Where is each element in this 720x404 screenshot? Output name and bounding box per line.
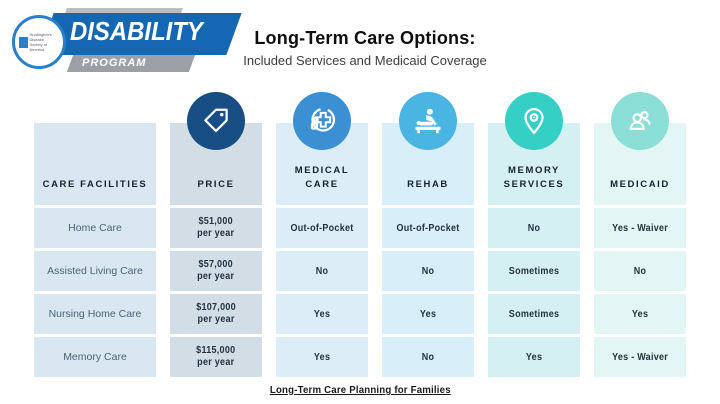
rehab-cell: No <box>382 337 474 377</box>
footer-link[interactable]: Long-Term Care Planning for Families <box>269 384 451 396</box>
medical-care-cell: Yes <box>276 294 368 334</box>
org-name-line2: Society of America <box>29 42 48 53</box>
medical-care-cell: Out-of-Pocket <box>276 208 368 248</box>
page-heading <box>190 28 540 68</box>
medicaid-cell: Yes - Waiver <box>594 208 686 248</box>
memory-services-cell: Yes <box>488 337 580 377</box>
rehab-therapy-icon <box>399 92 457 150</box>
medical-care-cell: Yes <box>276 337 368 377</box>
logo-subtitle: PROGRAM <box>82 57 147 69</box>
price-tag-icon <box>187 92 245 150</box>
rehab-cell: Out-of-Pocket <box>382 208 474 248</box>
price-cell: $57,000 per year <box>170 251 262 291</box>
location-pin-icon <box>505 92 563 150</box>
memory-services-cell: No <box>488 208 580 248</box>
medicaid-cell: Yes - Waiver <box>594 337 686 377</box>
column-header-medicaid: MEDICAID <box>594 123 686 205</box>
price-cell: $51,000 per year <box>170 208 262 248</box>
rehab-cell: No <box>382 251 474 291</box>
logo-title: DISABILITY <box>70 16 203 46</box>
price-cell: $107,000 per year <box>170 294 262 334</box>
column-header-price: PRICE <box>170 123 262 205</box>
facility-cell: Home Care <box>34 208 156 248</box>
medicaid-cell: No <box>594 251 686 291</box>
facility-cell: Nursing Home Care <box>34 294 156 334</box>
price-cell: $115,000 per year <box>170 337 262 377</box>
column-header-rehab: REHAB <box>382 123 474 205</box>
people-group-icon <box>611 92 669 150</box>
care-options-table <box>34 123 686 377</box>
rehab-cell: Yes <box>382 294 474 334</box>
column-header-care-facilities: CARE FACILITIES <box>34 123 156 205</box>
facility-cell: Assisted Living Care <box>34 251 156 291</box>
memory-services-cell: Sometimes <box>488 294 580 334</box>
footer <box>0 380 720 398</box>
column-header-memory-services: MEMORY SERVICES <box>488 123 580 205</box>
page-subtitle: Included Services and Medicaid Coverage <box>243 53 487 68</box>
page-title: Long-Term Care Options: <box>254 28 476 48</box>
medical-cross-icon <box>293 92 351 150</box>
memory-services-cell: Sometimes <box>488 251 580 291</box>
column-header-medical-care: MEDICAL CARE <box>276 123 368 205</box>
org-seal <box>12 15 66 69</box>
medical-care-cell: No <box>276 251 368 291</box>
medicaid-cell: Yes <box>594 294 686 334</box>
facility-cell: Memory Care <box>34 337 156 377</box>
org-name-line1: Huntington's Disease <box>29 31 52 42</box>
org-mark-icon <box>19 37 28 48</box>
